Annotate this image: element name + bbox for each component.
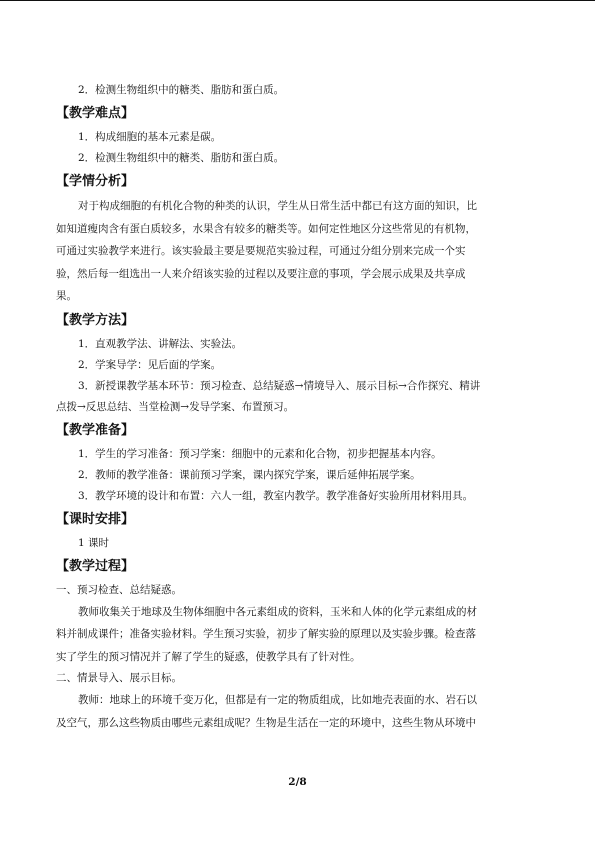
list-item: 2．学案导学：见后面的学案。 bbox=[78, 358, 222, 371]
paragraph-line: 如知道瘦肉含有蛋白质较多，水果含有较多的糖类等。如何定性地区分这些常见的有机物， bbox=[56, 222, 476, 235]
schedule-text: 1 课时 bbox=[78, 536, 110, 549]
paragraph-line: 料并制成课件；准备实验材料。学生预习实验，初步了解实验的原理以及实验步骤。检查落 bbox=[56, 628, 476, 640]
subsection-title: 二、情景导入、展示目标。 bbox=[56, 672, 182, 684]
section-heading-schedule: 【课时安排】 bbox=[56, 511, 135, 527]
paragraph-line: 果。 bbox=[56, 290, 77, 302]
paragraph-intro bbox=[56, 689, 546, 734]
list-item: 1．构成细胞的基本元素是碳。 bbox=[78, 131, 222, 143]
subsection-title: 一、预习检查、总结疑惑。 bbox=[56, 583, 182, 596]
paragraph-line: 实了学生的预习情况并了解了学生的疑惑，使教学具有了针对性。 bbox=[56, 650, 361, 663]
section-heading-analysis: 【学情分析】 bbox=[56, 174, 135, 189]
paragraph-line: 教师收集关于地球及生物体细胞中各元素组成的资料，玉米和人体的化学元素组成的材 bbox=[78, 605, 477, 618]
list-item: 2．教师的教学准备：课前预习学案，课内探究学案，课后延伸拓展学案。 bbox=[78, 468, 421, 481]
document-body bbox=[56, 80, 546, 734]
list-item: 1．学生的学习准备：预习学案：细胞中的元素和化合物，初步把握基本内容。 bbox=[78, 447, 442, 460]
top-rule bbox=[0, 0, 595, 1]
paragraph-line: 教师：地球上的环境千变万化，但都是有一定的物质组成，比如地壳表面的水、岩石以 bbox=[78, 694, 477, 706]
section-heading-method: 【教学方法】 bbox=[56, 312, 135, 328]
paragraph-line: 对于构成细胞的有机化合物的种类的认识，学生从日常生活中都已有这方面的知识，比 bbox=[78, 200, 477, 212]
section-heading-process: 【教学过程】 bbox=[56, 558, 135, 574]
list-item: 2．检测生物组织中的糖类、脂肪和蛋白质。 bbox=[78, 152, 285, 164]
list-item: 1．直观教学法、讲解法、实验法。 bbox=[78, 337, 243, 350]
section-heading-preparation: 【教学准备】 bbox=[56, 422, 135, 438]
list-item-continued: 点拨→反思总结、当堂检测→发导学案、布置预习。 bbox=[56, 400, 295, 413]
paragraph-analysis bbox=[56, 195, 546, 308]
section-heading-difficulty: 【教学难点】 bbox=[56, 106, 135, 121]
page-number: 2/8 bbox=[288, 776, 307, 788]
paragraph-line: 可通过实验教学来进行。该实验最主要是要规范实验过程，可通过分组分别来完成一个实 bbox=[56, 245, 466, 257]
list-item: 3．教学环境的设计和布置：六人一组，教室内教学。教学准备好实验所用材料用具。 bbox=[78, 489, 474, 502]
list-item: 2．检测生物组织中的糖类、脂肪和蛋白质。 bbox=[78, 84, 285, 96]
list-item: 3．新授课教学基本环节：预习检查、总结疑惑→情境导入、展示目标→合作探究、精讲 bbox=[78, 379, 481, 392]
paragraph-preview bbox=[56, 601, 546, 669]
paragraph-line: 验，然后每一组选出一人来介绍该实验的过程以及要注意的事项，学会展示成果及共享成 bbox=[56, 267, 466, 280]
paragraph-line: 及空气，那么这些物质由哪些元素组成呢？生物是生活在一定的环境中，这些生物从环境中 bbox=[56, 716, 476, 729]
